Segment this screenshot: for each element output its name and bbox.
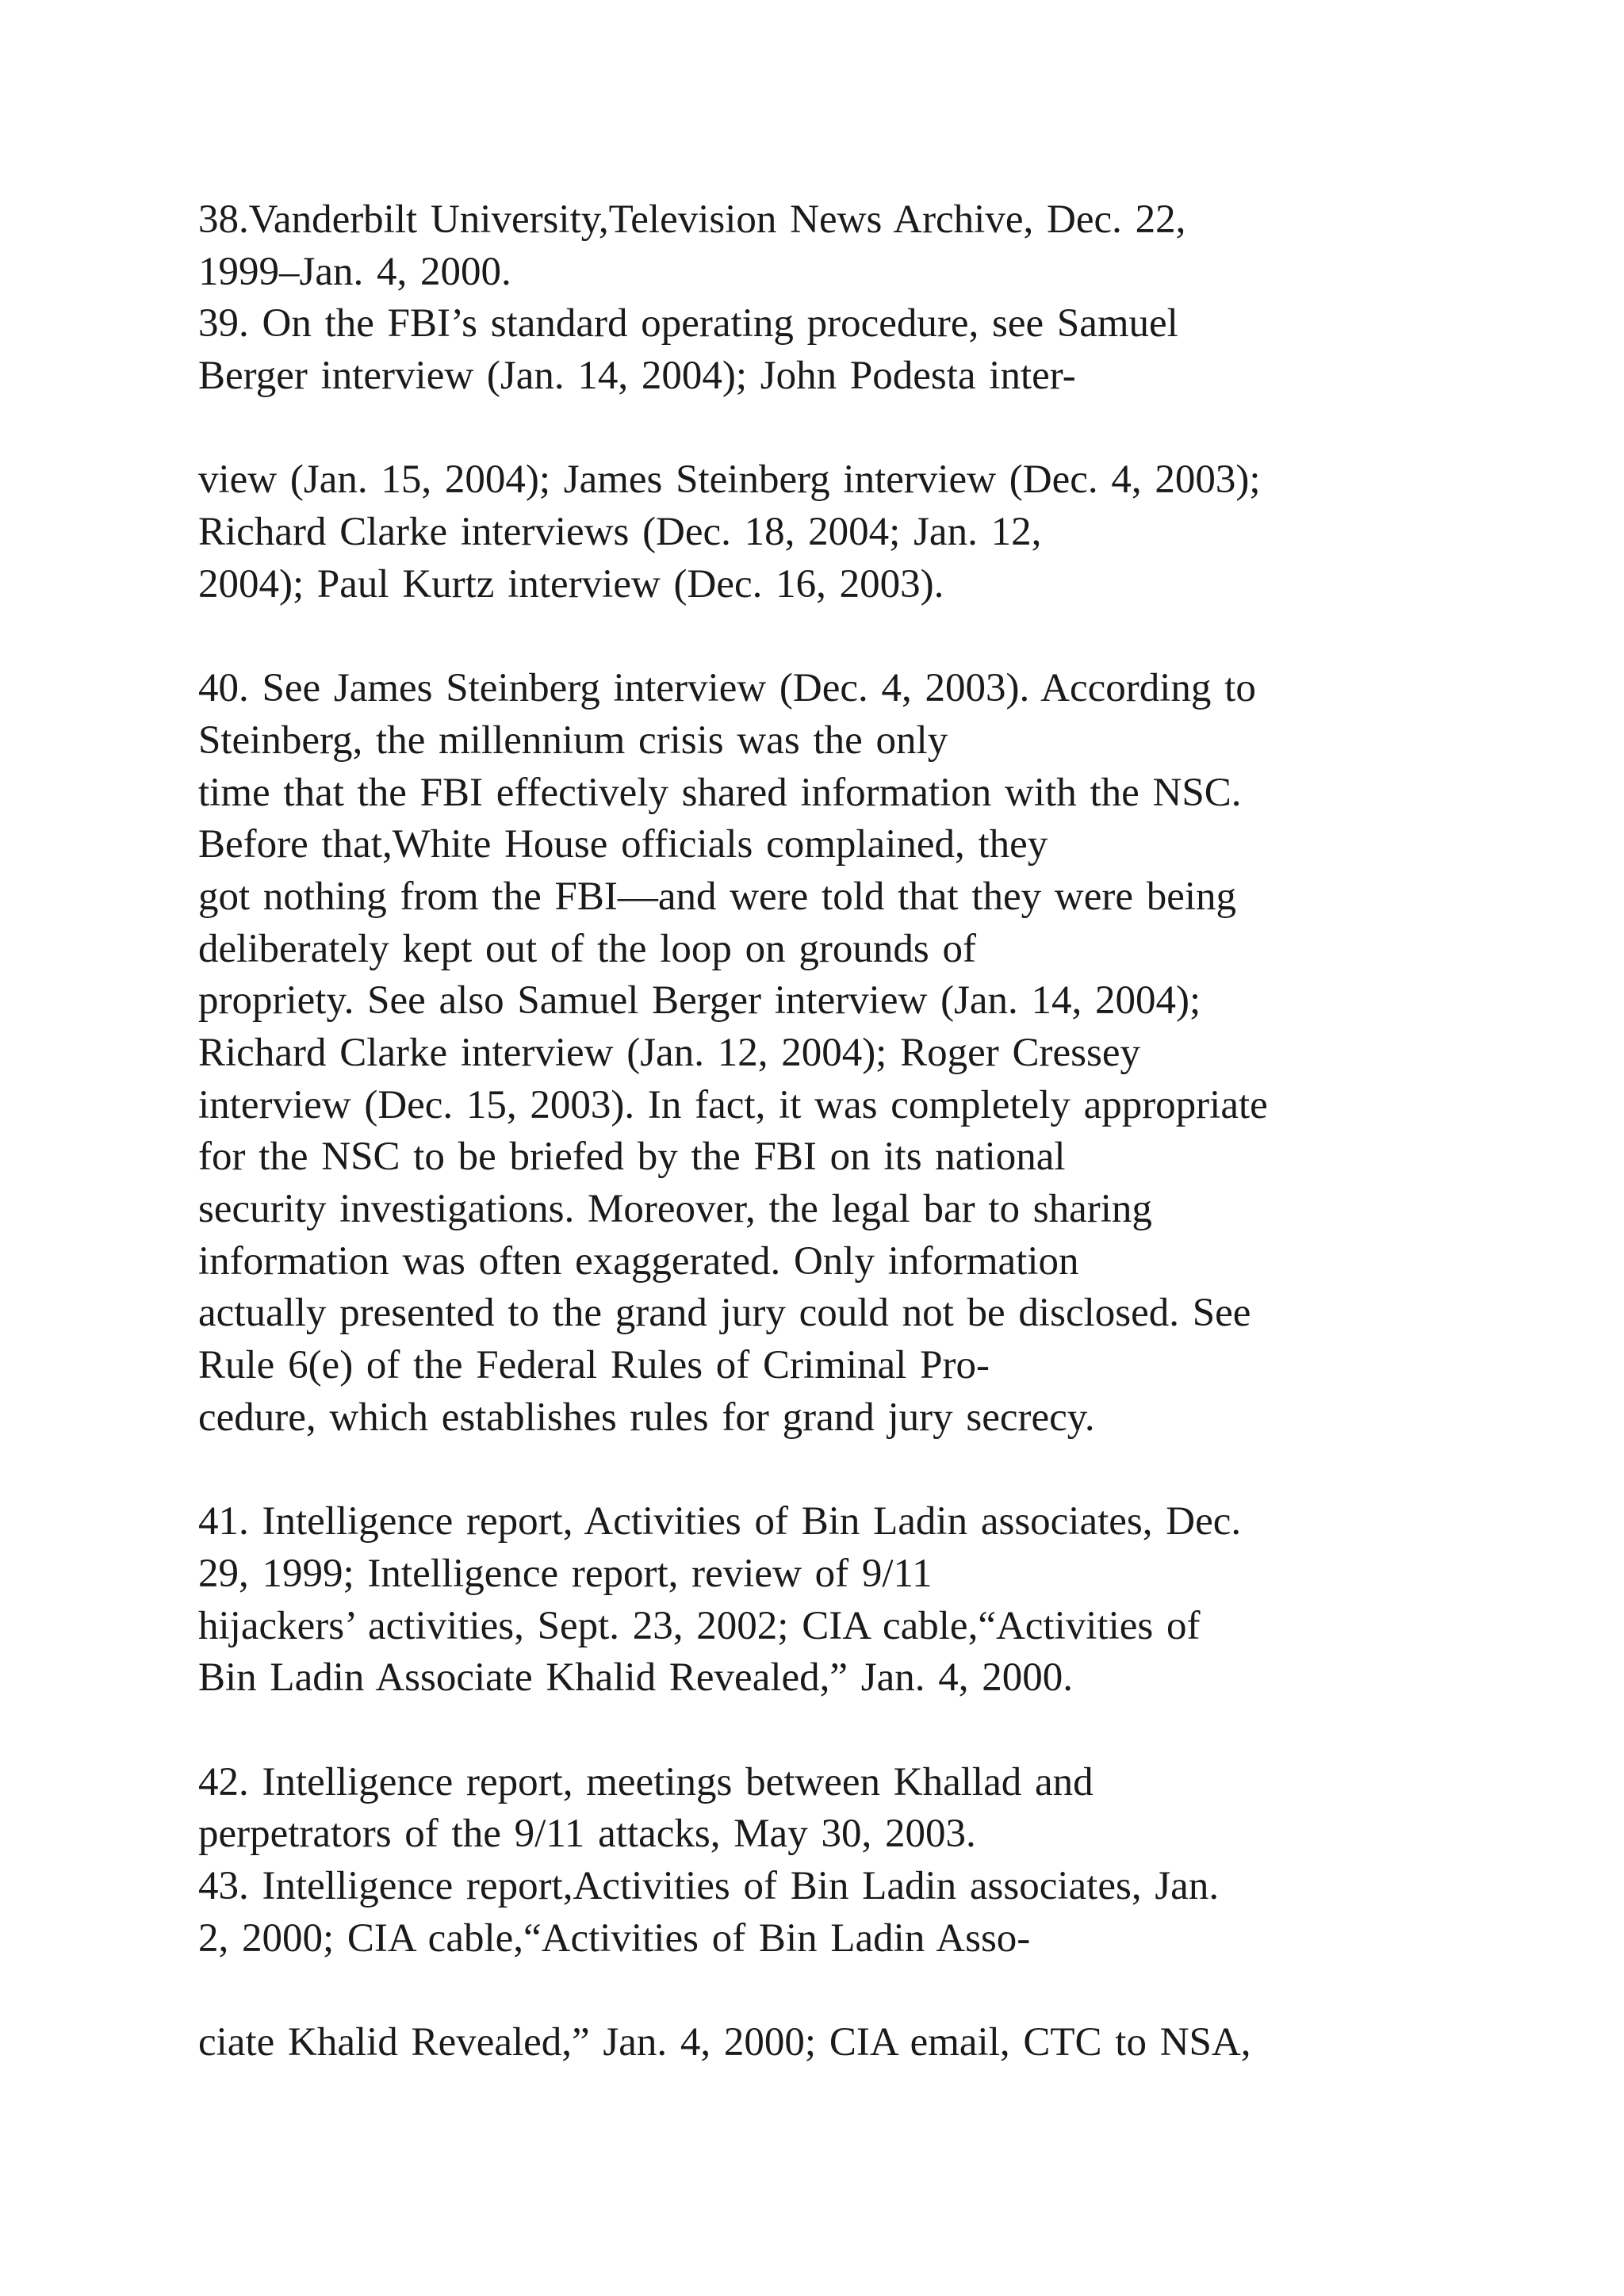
paragraph-gap	[198, 611, 1515, 664]
text-line: 2, 2000; CIA cable,“Activities of Bin Ladin Asso-	[198, 1915, 1031, 1961]
paragraph-gap	[198, 1705, 1515, 1757]
text-line: security investigations. Moreover, the legal bar to sharing	[198, 1187, 1152, 1232]
text-line: information was often exaggerated. Only information	[198, 1238, 1079, 1284]
text-line: Richard Clarke interview (Jan. 12, 2004); Roger Cressey	[198, 1031, 1140, 1075]
text-line: 1999–Jan. 4, 2000.	[198, 249, 511, 294]
text-line: Rule 6(e) of the Federal Rules of Criminal Pro-	[198, 1343, 990, 1388]
paragraph-gap	[198, 1445, 1515, 1497]
text-line: ciate Khalid Revealed,” Jan. 4, 2000; CIA email, CTC to NSA,	[198, 2020, 1251, 2065]
text-line: deliberately kept out of the loop on grounds of	[198, 926, 976, 971]
text-line: 39. On the FBI’s standard operating procedure, see Samuel	[198, 301, 1178, 346]
text-line: actually presented to the grand jury could not be disclosed. See	[198, 1291, 1251, 1336]
endnotes-text	[198, 194, 1515, 2069]
text-line: for the NSC to be briefed by the FBI on its national	[198, 1135, 1066, 1180]
text-line: Bin Ladin Associate Khalid Revealed,” Jan. 4, 2000.	[198, 1655, 1074, 1701]
text-line: 42. Intelligence report, meetings between Khallad and	[198, 1759, 1094, 1804]
text-line: hijackers’ activities, Sept. 23, 2002; CIA cable,“Activities of	[198, 1603, 1201, 1648]
text-line: 29, 1999; Intelligence report, review of 9/11	[198, 1551, 933, 1596]
text-line: 41. Intelligence report, Activities of Bin Ladin associates, Dec.	[198, 1499, 1242, 1544]
paragraph-gap	[198, 403, 1515, 455]
text-line: got nothing from the FBI—and were told that they were being	[198, 874, 1237, 919]
text-line: cedure, which establishes rules for grand jury secrecy.	[198, 1395, 1095, 1440]
text-line: 40. See James Steinberg interview (Dec. 4, 2003). According to	[198, 666, 1256, 711]
text-line: interview (Dec. 15, 2003). In fact, it was completely appropriate	[198, 1082, 1268, 1127]
text-line: Before that,White House officials complained, they	[198, 822, 1048, 867]
text-line: Richard Clarke interviews (Dec. 18, 2004; Jan. 12,	[198, 510, 1042, 555]
text-line: view (Jan. 15, 2004); James Steinberg interview (Dec. 4, 2003);	[198, 457, 1261, 503]
paragraph-gap	[198, 1965, 1515, 2017]
text-line: perpetrators of the 9/11 attacks, May 30, 2003.	[198, 1812, 976, 1857]
text-line: Steinberg, the millennium crisis was the only	[198, 718, 948, 763]
text-line: 2004); Paul Kurtz interview (Dec. 16, 2003).	[198, 561, 944, 607]
text-line: 38.Vanderbilt University,Television News Archive, Dec. 22,	[198, 197, 1186, 242]
text-line: propriety. See also Samuel Berger interview (Jan. 14, 2004);	[198, 978, 1201, 1024]
text-line: time that the FBI effectively shared information with the NSC.	[198, 770, 1242, 815]
text-line: Berger interview (Jan. 14, 2004); John Podesta inter-	[198, 354, 1076, 399]
text-line: 43. Intelligence report,Activities of Bin Ladin associates, Jan.	[198, 1864, 1220, 1908]
